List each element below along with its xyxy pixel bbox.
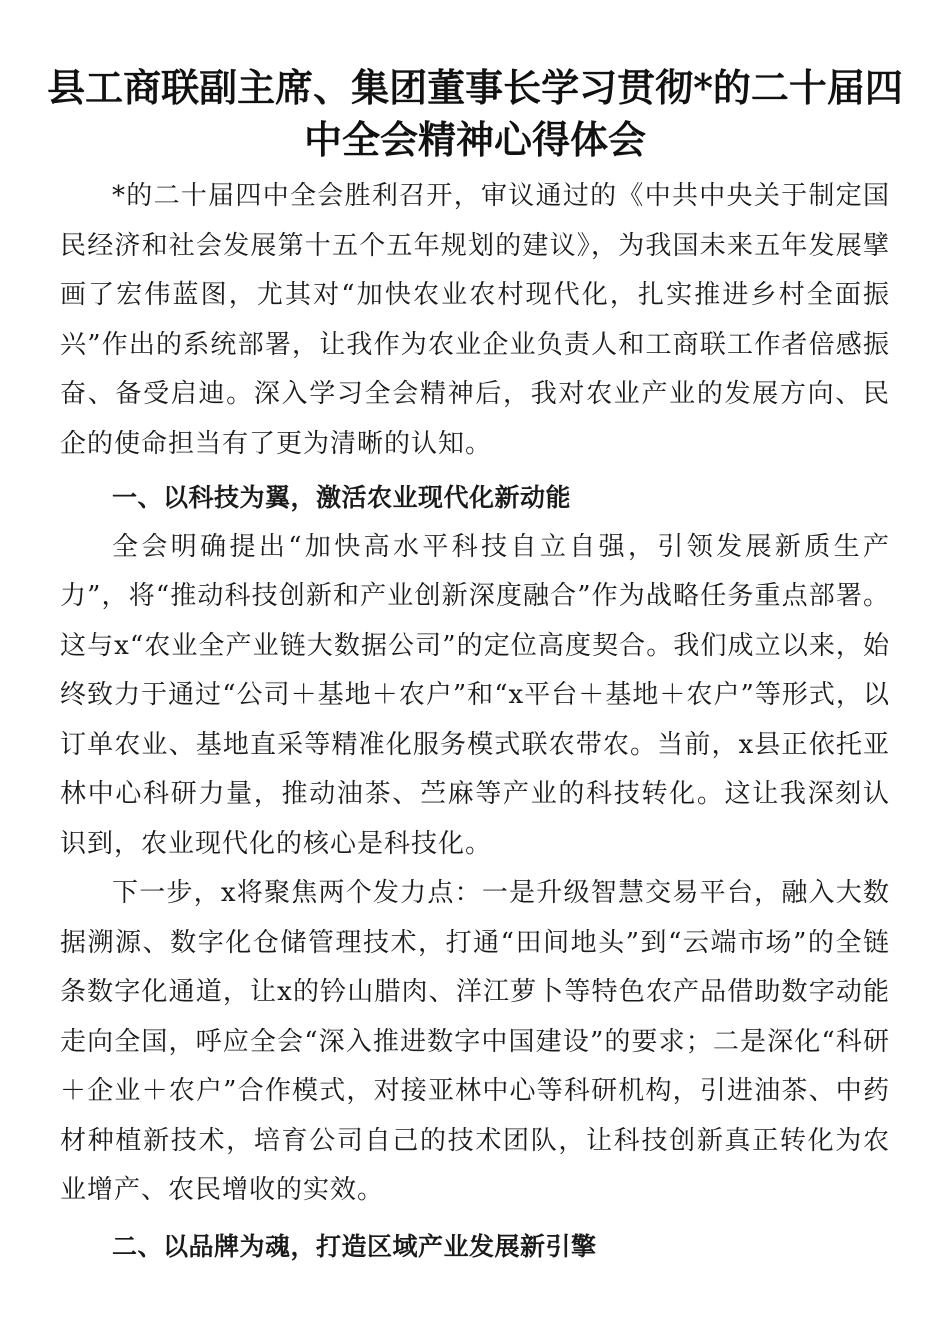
section-2-heading: 二、以品牌为魂，打造区域产业发展新引擎 <box>112 1231 597 1261</box>
document-title: 县工商联副主席、集团董事长学习贯彻*的二十届四中全会精神心得体会 <box>47 65 903 162</box>
document-page <box>47 62 903 1271</box>
section-1-heading: 一、以科技为翼，激活农业现代化新动能 <box>112 483 572 512</box>
intro-paragraph: *的二十届四中全会胜利召开，审议通过的《中共中央关于制定国民经济和社会发展第十五个五年规划的建议》，为我国未来五年发展擘画了宏伟蓝图，尤其对“加快农业农村现代化，扎实推进乡村全面振兴”作出的系统部署，让我作为农业企业负责人和工商联工作者倍感振奋、备受启迪。深入学习全会精神后，我对农业产业的发展方向、民企的使命担当有了更为清晰的认知。 <box>60 181 890 459</box>
section-1-paragraph-1: 全会明确提出“加快高水平科技自立自强，引领发展新质生产力”，将“推动科技创新和产业创新深度融合”作为战略任务重点部署。这与x“农业全产业链大数据公司”的定位高度契合。我们成立以来，始终致力于通过“公司＋基地＋农户”和“x平台＋基地＋农户”等形式，以订单农业、基地直采等精准化服务模式联农带农。当前，x县正依托亚林中心科研力量，推动油茶、苎麻等产业的科技转化。这让我深刻认识到，农业现代化的核心是科技化。 <box>60 531 890 859</box>
section-1-paragraph-2: 下一步，x将聚焦两个发力点：一是升级智慧交易平台，融入大数据溯源、数字化仓储管理技术，打通“田间地头”到“云端市场”的全链条数字化通道，让x的钤山腊肉、洋江萝卜等特色农产品借助数字动能走向全国，呼应全会“深入推进数字中国建设”的要求；二是深化“科研＋企业＋农户”合作模式，对接亚林中心等科研机构，引进油茶、中药材种植新技术，培育公司自己的技术团队，让科技创新真正转化为农业增产、农民增收的实效。 <box>60 878 890 1205</box>
